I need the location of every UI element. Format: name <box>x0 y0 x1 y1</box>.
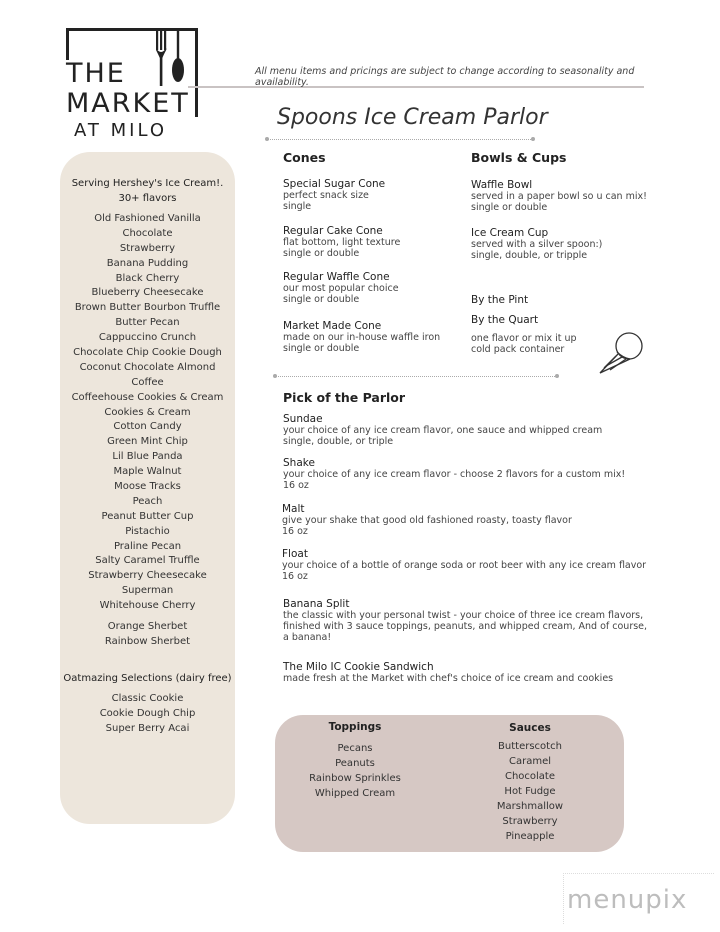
menu-item <box>283 271 399 305</box>
list-item: Marshmallow <box>496 801 564 812</box>
list-item: Super Berry Acai <box>105 722 190 734</box>
item-desc: served in a paper bowl so u can mix! <box>471 191 647 202</box>
item-name: Ice Cream Cup <box>471 227 549 239</box>
item-desc: your choice of a bottle of orange soda or root beer with any ice cream flavor <box>282 560 647 571</box>
list-item: Coffee <box>131 376 164 388</box>
list-item: Caramel <box>508 756 552 767</box>
list-item: Superman <box>121 585 174 597</box>
list-item: Pistachio <box>125 525 170 537</box>
list-item: Peanuts <box>335 758 375 769</box>
menu-item <box>283 178 385 212</box>
item-desc: 16 oz <box>282 571 308 582</box>
item-desc: flat bottom, light texture <box>283 237 401 248</box>
list-item: Chocolate Chip Cookie Dough <box>73 347 222 359</box>
divider-end <box>555 374 559 378</box>
logo-frame-left <box>66 28 69 60</box>
list-item: Lil Blue Panda <box>112 451 183 463</box>
page-title: Spoons Ice Cream Parlor <box>277 105 548 130</box>
title-divider <box>267 139 533 140</box>
menu-item <box>471 227 602 261</box>
list-item: Classic Cookie <box>111 693 184 704</box>
item-name: Regular Cake Cone <box>283 225 383 237</box>
list-item: Butter Pecan <box>115 317 180 329</box>
sidebar-heading <box>60 176 235 206</box>
logo-market: MARKET <box>66 88 190 119</box>
menu-item <box>283 661 613 684</box>
divider-end <box>531 137 535 141</box>
item-desc: single, double, or tripple <box>471 250 588 261</box>
item-desc: the classic with your personal twist - your choice of three ice cream flavors, <box>283 610 644 621</box>
list-item: Moose Tracks <box>114 481 181 493</box>
menu-item <box>283 413 602 447</box>
item-desc: made fresh at the Market with chef's choice of ice cream and cookies <box>283 673 614 684</box>
item-name: Waffle Bowl <box>471 179 533 191</box>
pint-desc <box>471 333 577 355</box>
list-item: Pecans <box>337 743 373 754</box>
list-item: Maple Walnut <box>113 466 182 478</box>
list-item: Cappuccino Crunch <box>98 332 197 344</box>
list-item: Coffeehouse Cookies & Cream <box>71 391 224 403</box>
menu-item <box>282 548 646 582</box>
list-item: Coconut Chocolate Almond <box>79 361 216 373</box>
dairy-free-list <box>60 692 235 737</box>
logo-at-milo: AT MILO <box>74 120 168 141</box>
item-desc: 16 oz <box>283 480 309 491</box>
sauces-title: Sauces <box>509 722 551 734</box>
sidebar-heading-line1: Serving Hershey's Ice Cream!. <box>71 178 224 189</box>
item-desc: made on our in-house waffle iron <box>283 332 441 343</box>
by-the-pint: By the Pint <box>471 294 529 306</box>
bowls-title: Bowls & Cups <box>471 150 567 165</box>
menu-item <box>283 457 625 491</box>
toppings-column <box>295 721 415 733</box>
list-item: Strawberry <box>119 242 176 254</box>
list-item: Salty Caramel Truffle <box>95 555 200 567</box>
flavor-list <box>60 212 235 614</box>
sherbet-list <box>60 620 235 650</box>
list-item: Blueberry Cheesecake <box>91 287 204 299</box>
menu-item <box>283 598 647 643</box>
item-desc: your choice of any ice cream flavor - choose 2 flavors for a custom mix! <box>283 469 626 480</box>
item-desc: our most popular choice <box>283 283 399 294</box>
list-item: Pineapple <box>505 831 555 842</box>
list-item: Cookie Dough Chip <box>99 707 196 719</box>
item-desc: single <box>283 201 312 212</box>
list-item: Strawberry <box>502 816 558 827</box>
list-item: Praline Pecan <box>113 540 182 552</box>
item-name: Market Made Cone <box>283 320 382 332</box>
item-desc: finished with 3 sauce toppings, peanuts, and whipped cream, And of course, <box>283 621 648 632</box>
list-item: Whipped Cream <box>314 788 396 799</box>
list-item: Black Cherry <box>115 272 180 284</box>
item-desc: give your shake that good old fashioned roasty, toasty flavor <box>282 515 572 526</box>
menu-item <box>283 225 400 259</box>
item-desc: your choice of any ice cream flavor, one sauce and whipped cream <box>283 425 603 436</box>
menu-item <box>283 320 440 354</box>
list-item: Strawberry Cheesecake <box>88 570 207 582</box>
item-desc: one flavor or mix it up <box>471 333 577 344</box>
item-desc: single or double <box>283 248 360 259</box>
list-item: Rainbow Sherbet <box>104 635 191 647</box>
list-item: Peach <box>132 495 163 507</box>
list-item: Banana Pudding <box>106 257 189 269</box>
item-desc: single, double, or triple <box>283 436 394 447</box>
list-item: Peanut Butter Cup <box>101 510 194 522</box>
item-name: Special Sugar Cone <box>283 178 386 190</box>
list-item: Chocolate <box>122 227 173 239</box>
logo-the: THE <box>66 58 126 89</box>
item-desc: 16 oz <box>282 526 308 537</box>
list-item: Rainbow Sprinkles <box>309 773 401 784</box>
sauces-column <box>470 722 590 734</box>
item-desc: single or double <box>283 294 360 305</box>
toppings-title: Toppings <box>328 721 382 733</box>
divider-end <box>273 374 277 378</box>
by-the-quart: By the Quart <box>471 314 539 326</box>
list-item: Brown Butter Bourbon Truffle <box>74 302 221 314</box>
item-name: The Milo IC Cookie Sandwich <box>283 661 434 673</box>
list-item: Orange Sherbet <box>107 621 188 632</box>
section-divider <box>275 376 557 377</box>
ice-cream-cone-icon <box>596 328 648 376</box>
list-item: Cotton Candy <box>113 421 182 433</box>
item-name: Shake <box>283 457 315 469</box>
item-desc: single or double <box>471 202 548 213</box>
item-name: Float <box>282 548 308 560</box>
divider-end <box>265 137 269 141</box>
item-desc: a banana! <box>283 632 332 643</box>
item-name: Regular Waffle Cone <box>283 271 390 283</box>
sidebar-heading-line2: 30+ flavors <box>118 193 177 204</box>
list-item: Whitehouse Cherry <box>99 600 196 612</box>
toppings-list <box>295 741 415 801</box>
sauces-list <box>470 739 590 844</box>
list-item: Cookies & Cream <box>104 406 191 418</box>
menu-item <box>282 503 572 537</box>
list-item: Butterscotch <box>498 741 562 752</box>
item-name: Malt <box>282 503 305 515</box>
pick-title: Pick of the Parlor <box>283 390 406 405</box>
list-item: Hot Fudge <box>504 786 556 797</box>
item-name: Sundae <box>283 413 323 425</box>
item-name: Banana Split <box>283 598 350 610</box>
item-desc: perfect snack size <box>283 190 369 201</box>
dairy-free-heading: Oatmazing Selections (dairy free) <box>63 673 232 684</box>
list-item: Green Mint Chip <box>107 436 188 448</box>
item-desc: single or double <box>283 343 360 354</box>
disclaimer: All menu items and pricings are subject to change according to seasonality and availability. <box>255 66 635 88</box>
cones-title: Cones <box>283 150 326 165</box>
item-desc: cold pack container <box>471 344 565 355</box>
watermark: menupix <box>567 885 688 915</box>
item-desc: served with a silver spoon:) <box>471 239 603 250</box>
menu-item <box>471 179 647 213</box>
list-item: Old Fashioned Vanilla <box>94 213 201 224</box>
fork-spoon-icon <box>150 26 192 90</box>
list-item: Chocolate <box>504 771 556 782</box>
